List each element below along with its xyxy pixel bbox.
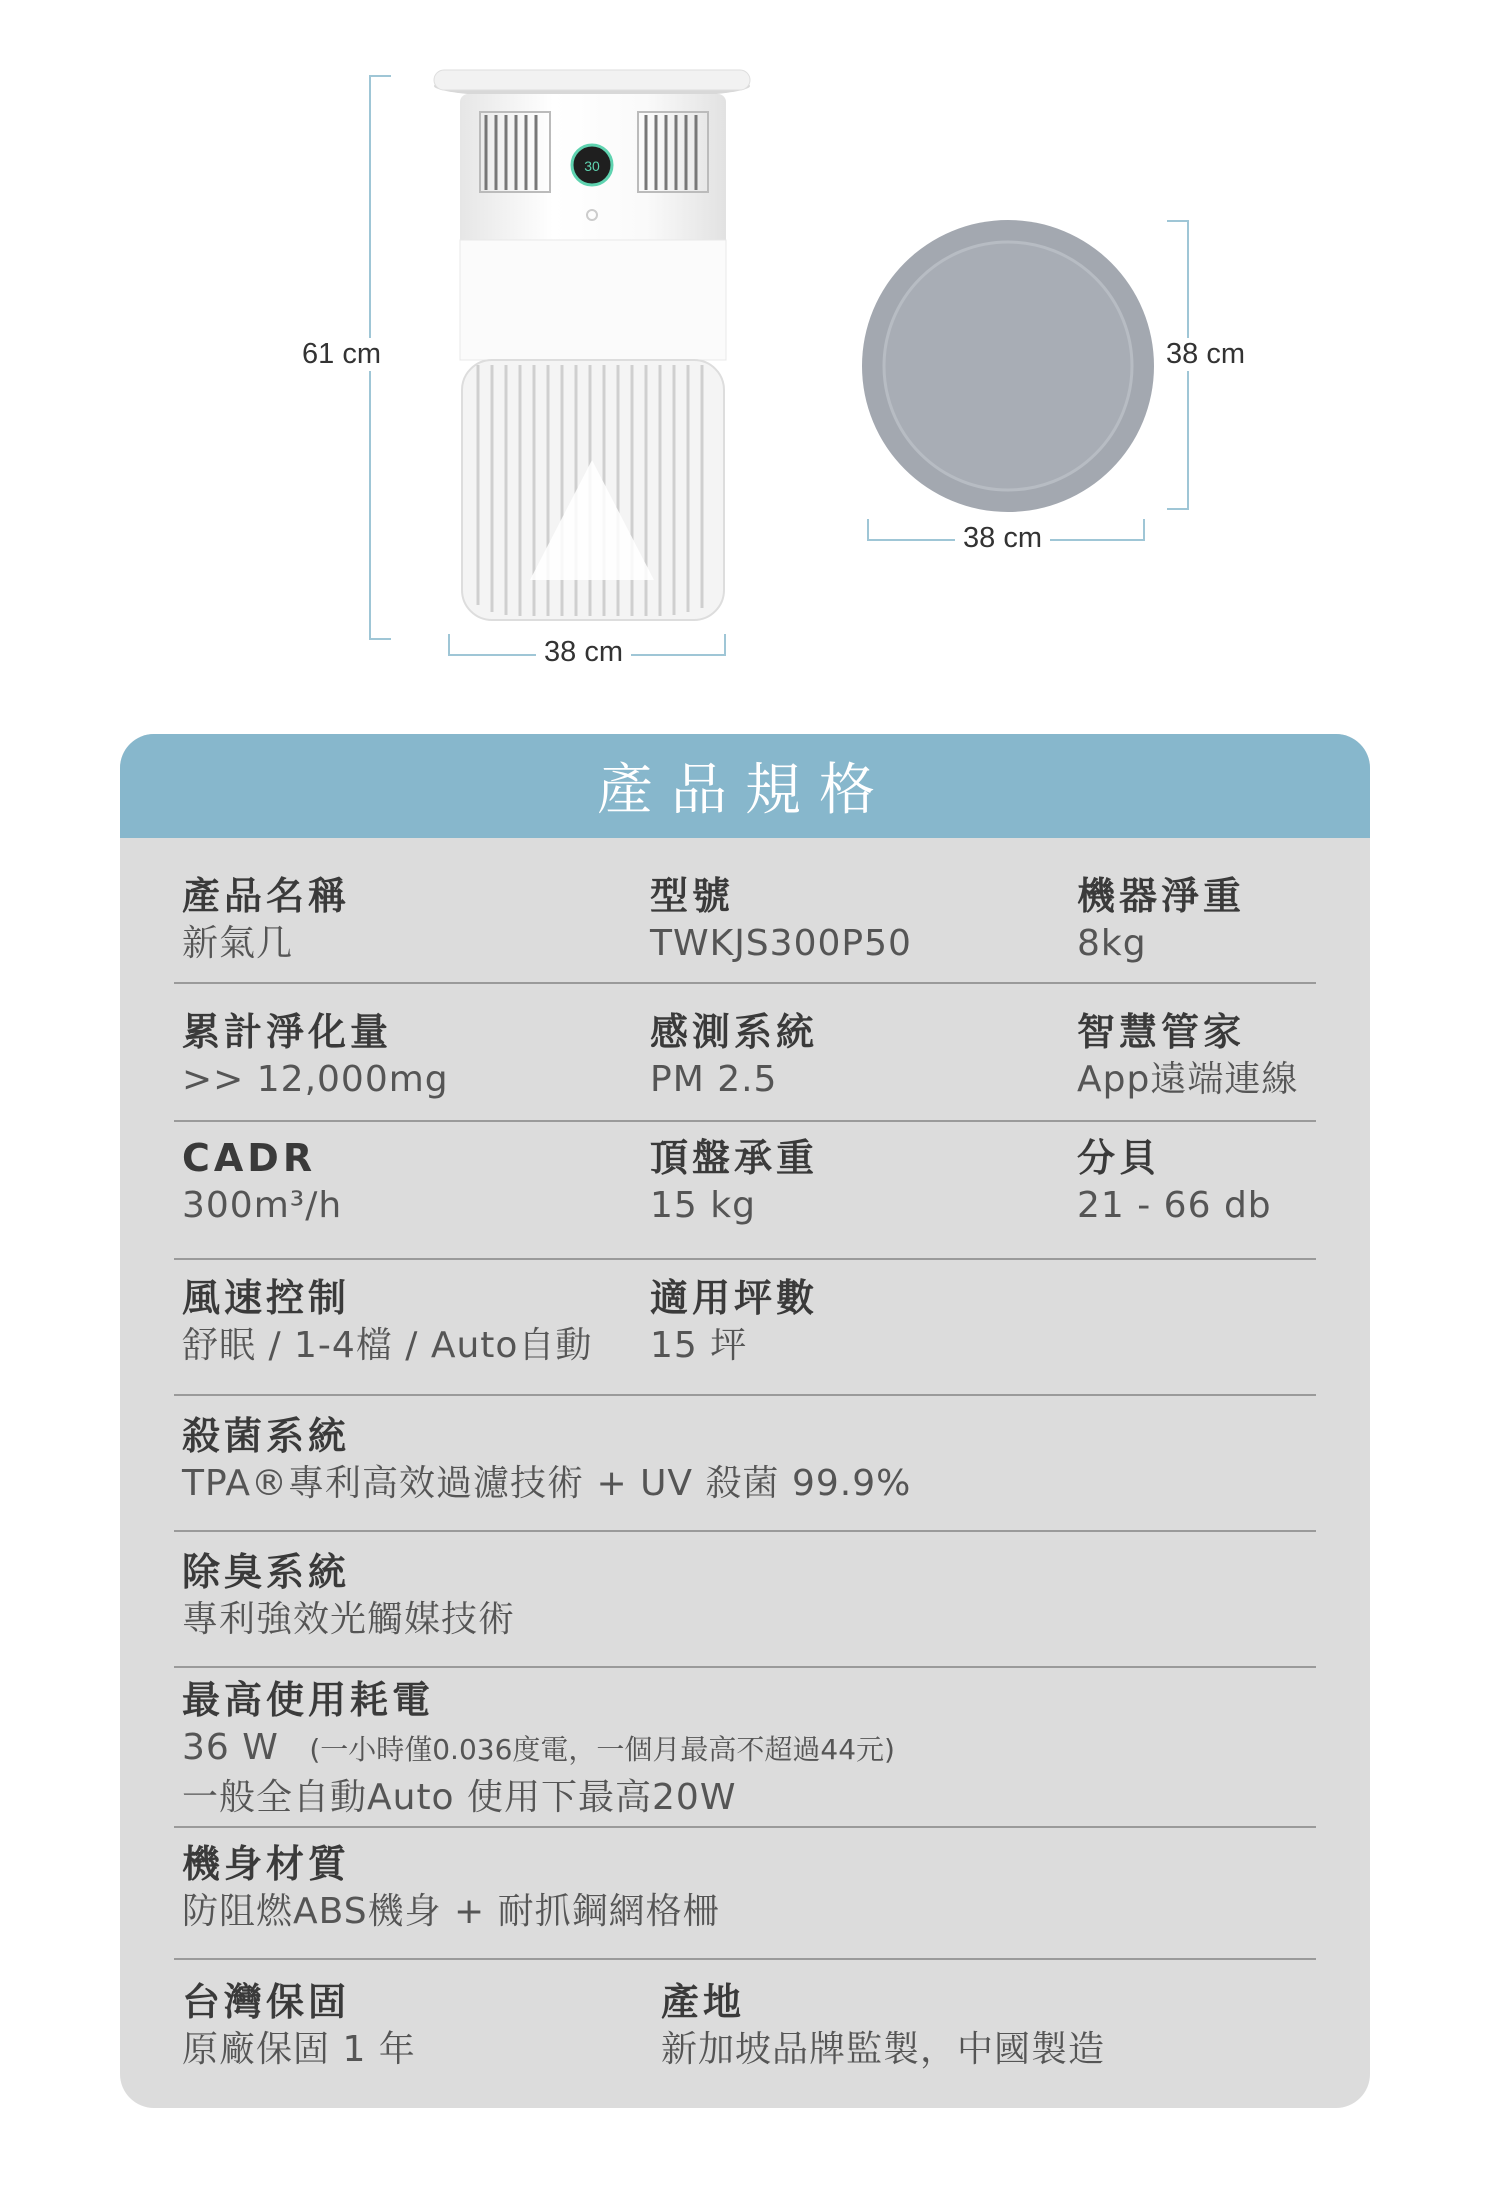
spec-value: PM 2.5 [650,1059,778,1100]
spec-value: 新加坡品牌監製，中國製造 [661,2029,1106,2070]
spec-net-weight [1077,872,1245,968]
spec-value: 原廠保固 1 年 [182,2029,416,2070]
product-diagram [0,0,1500,700]
spec-value [182,1724,895,1774]
spec-label: 殺菌系統 [182,1414,351,1458]
row-divider [174,1666,1316,1668]
spec-label: 最高使用耗電 [182,1678,435,1722]
spec-value: 防阻燃ABS機身 + 耐抓鋼網格柵 [182,1891,720,1932]
width-label: 38 cm [536,636,631,669]
tray-vertical-tick-bottom [1167,508,1189,510]
spec-value: 21 - 66 db [1077,1185,1272,1226]
spec-label: 智慧管家 [1077,1010,1246,1054]
tray-horizontal-tick-left [867,519,869,541]
spec-value-auto-mode: 一般全自動Auto 使用下最高20W [182,1777,737,1818]
spec-value: 專利強效光觸媒技術 [182,1599,516,1640]
spec-label: 機身材質 [182,1842,351,1886]
spec-sensor [650,1008,818,1104]
spec-label: 風速控制 [182,1276,351,1320]
spec-value: TPA®專利高效過濾技術 + UV 殺菌 99.9% [182,1463,912,1504]
spec-fan-speed [182,1274,592,1370]
spec-label: 機器淨重 [1077,874,1246,918]
spec-decibel [1077,1134,1272,1230]
spec-label: 產品名稱 [182,874,351,918]
height-label: 61 cm [294,338,389,371]
height-tick-bottom [369,638,391,640]
spec-tray-load [650,1134,818,1230]
width-tick-right [724,634,726,656]
spec-value: App遠端連線 [1077,1059,1299,1100]
row-divider [174,1394,1316,1396]
spec-value: 舒眠 / 1-4檔 / Auto自動 [182,1325,593,1366]
spec-cadr [182,1134,342,1230]
spec-warranty [182,1978,416,2074]
width-tick-left [448,634,450,656]
tray-vertical-label: 38 cm [1158,338,1253,371]
spec-label: 台灣保固 [182,1980,351,2024]
row-divider [174,982,1316,984]
row-divider [174,1530,1316,1532]
spec-material [182,1840,720,1936]
spec-label: 頂盤承重 [650,1136,819,1180]
spec-origin [661,1978,1105,2074]
tray-horizontal-label: 38 cm [955,522,1050,555]
tray-horizontal-tick-right [1143,519,1145,541]
spec-card [120,734,1370,2108]
spec-value: >> 12,000mg [182,1059,449,1100]
row-divider [174,1120,1316,1122]
spec-card-header [120,734,1370,838]
spec-label: CADR [182,1136,317,1180]
height-tick-top [369,75,391,77]
spec-card-title: 產品規格 [597,758,893,823]
air-purifier-illustration [420,60,760,630]
spec-value: 15 kg [650,1185,756,1226]
row-divider [174,1826,1316,1828]
row-divider [174,1258,1316,1260]
spec-label: 分貝 [1077,1136,1162,1180]
spec-value: TWKJS300P50 [650,923,912,964]
spec-value: 300m³/h [182,1185,343,1226]
power-note: (一小時僅0.036度電，一個月最高不超過44元) [309,1733,895,1766]
spec-deodorization [182,1548,515,1644]
spec-power-consumption [182,1676,895,1822]
spec-coverage-area [650,1274,818,1370]
spec-value: 8kg [1077,923,1147,964]
top-tray-illustration [860,218,1156,514]
tray-vertical-tick-top [1167,220,1189,222]
spec-model [650,872,912,968]
spec-cumulative-purification [182,1008,449,1104]
spec-value: 新氣几 [182,923,294,964]
spec-smart-home [1077,1008,1298,1104]
spec-label: 累計淨化量 [182,1010,393,1054]
spec-value: 15 坪 [650,1325,748,1366]
spec-label: 型號 [650,874,735,918]
display-reading: 30 [584,158,600,174]
spec-sterilization [182,1412,911,1508]
spec-label: 產地 [661,1980,746,2024]
spec-label: 感測系統 [650,1010,819,1054]
row-divider [174,1958,1316,1960]
power-value: 36 W [182,1727,279,1768]
spec-product-name [182,872,350,968]
spec-label: 適用坪數 [650,1276,819,1320]
spec-label: 除臭系統 [182,1550,351,1594]
